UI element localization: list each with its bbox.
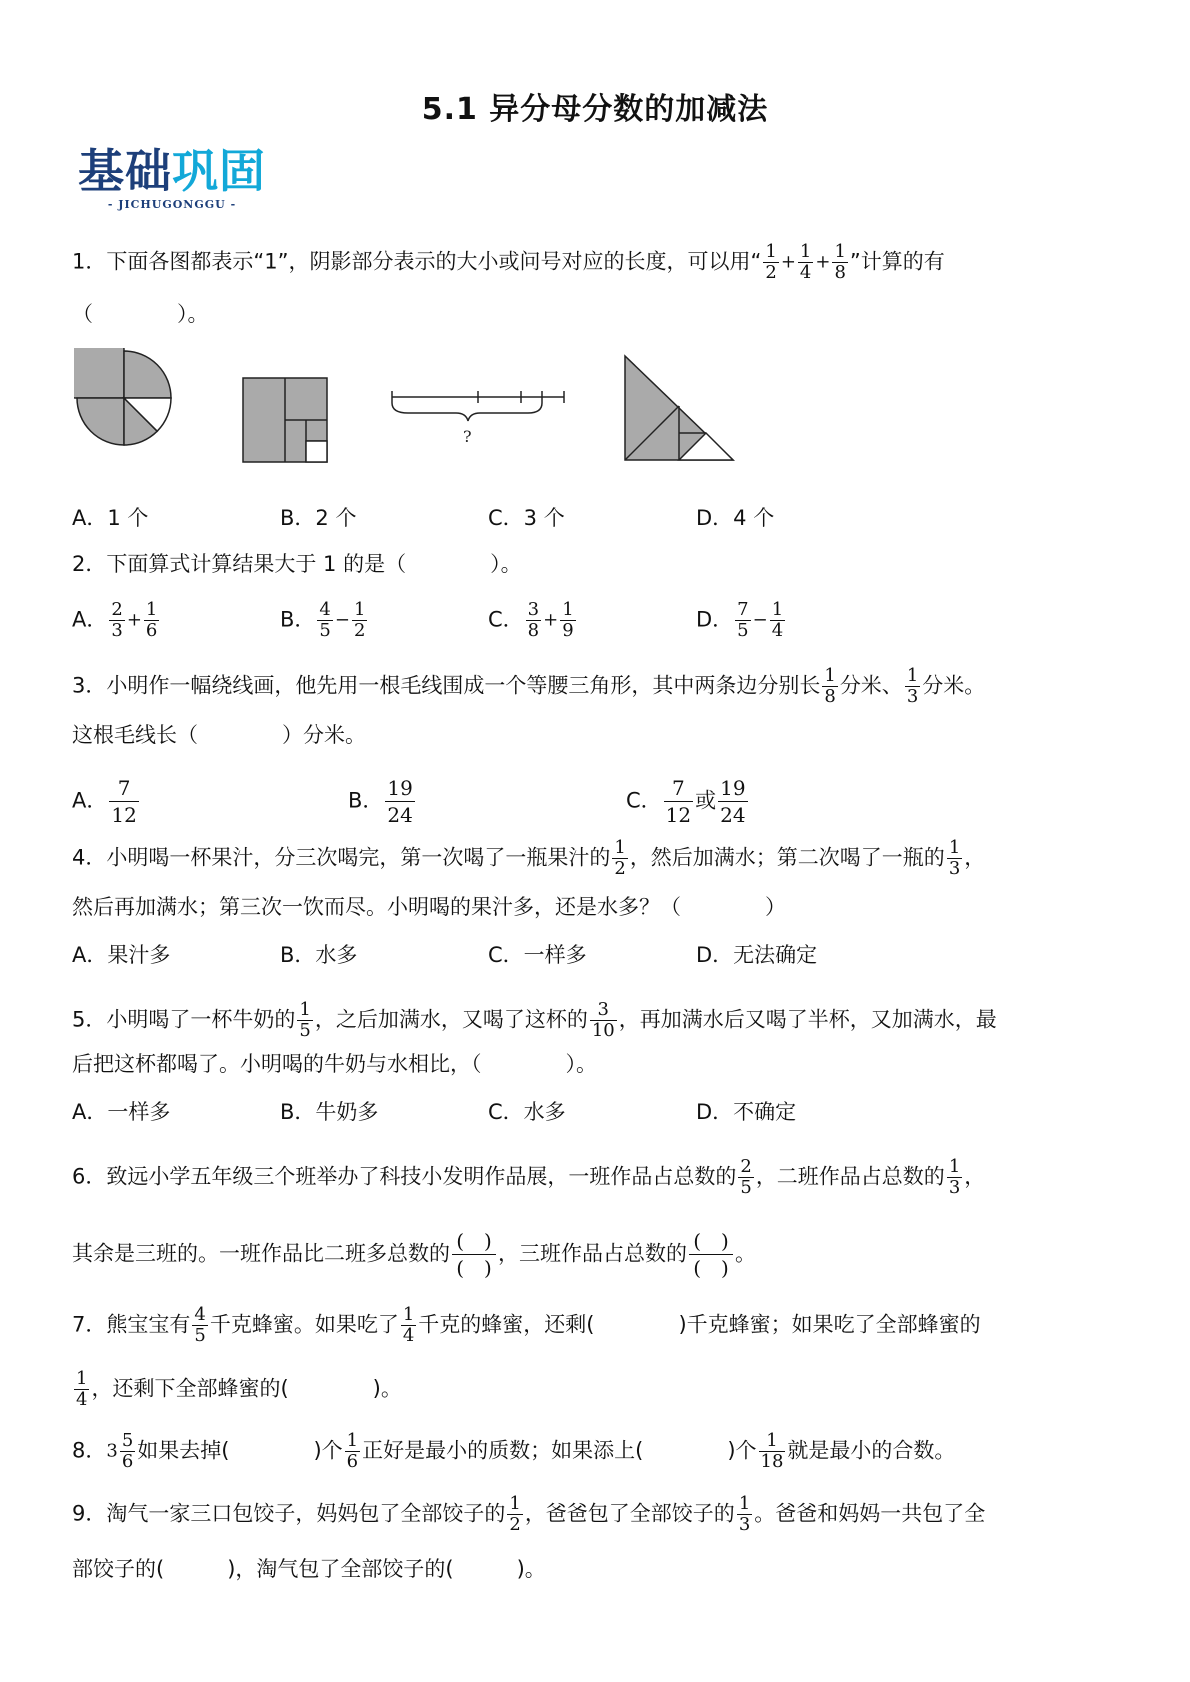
fraction: $\frac{1}{8}$ bbox=[834, 241, 846, 283]
q9-line2: 部饺子的( )，淘气包了全部饺子的( )。 bbox=[72, 1557, 546, 1581]
q7-line2: $\frac{1}{4}$ ，还剩下全部蜂蜜的( )。 bbox=[76, 1368, 402, 1410]
q5-option-d[interactable]: D．不确定 bbox=[696, 1100, 797, 1124]
q9-line1: 9．淘气一家三口包饺子，妈妈包了全部饺子的 $\frac{1}{2}$ ，爸爸包了全部饺子的 $\frac{1}{3}$ 。爸爸和妈妈一共包了全 bbox=[72, 1493, 986, 1535]
q2-option-b[interactable]: B． $\frac{4}{5}$ − $\frac{1}{2}$ bbox=[280, 599, 366, 641]
square-figure bbox=[241, 376, 329, 464]
q3-line1: 3．小明作一幅绕线画，他先用一根毛线围成一个等腰三角形，其中两条边分别长 $\frac{1}{8}$ 分米、 $\frac{1}{3}$ 分米。 bbox=[72, 665, 986, 707]
q1-option-b[interactable]: B．2 个 bbox=[280, 506, 357, 530]
q4-option-b[interactable]: B．水多 bbox=[280, 943, 358, 967]
q1-option-d[interactable]: D．4 个 bbox=[696, 506, 775, 530]
circle-figure bbox=[74, 348, 174, 448]
q5-line1: 5．小明喝了一杯牛奶的 $\frac{1}{5}$ ，之后加满水，又喝了这杯的 $\frac{3}{10}$ ，再加满水后又喝了半杯，又加满水，最 bbox=[72, 999, 997, 1041]
q2-option-c[interactable]: C． $\frac{3}{8}$ + $\frac{1}{9}$ bbox=[488, 599, 574, 641]
q4-option-d[interactable]: D．无法确定 bbox=[696, 943, 818, 967]
q1-blank[interactable]: （ ）。 bbox=[72, 302, 209, 326]
q4-option-c[interactable]: C．一样多 bbox=[488, 943, 587, 967]
q3-option-b[interactable]: B． $\frac{19}{24}$ bbox=[348, 776, 413, 827]
q3-option-a[interactable]: A． $\frac{7}{12}$ bbox=[72, 776, 137, 827]
fraction: $\frac{1}{2}$ bbox=[765, 241, 777, 283]
fraction: $\frac{1}{4}$ bbox=[799, 241, 812, 283]
q5-line2: 后把这杯都喝了。小明喝的牛奶与水相比，（ ）。 bbox=[72, 1052, 597, 1076]
q5-option-b[interactable]: B．牛奶多 bbox=[280, 1100, 379, 1124]
q5-option-a[interactable]: A．一样多 bbox=[72, 1100, 171, 1124]
page-title: 5.1 异分母分数的加减法 bbox=[421, 92, 769, 127]
q7-line1: 7．熊宝宝有 $\frac{4}{5}$ 千克蜂蜜。如果吃了 $\frac{1}{4}$ 千克的蜂蜜，还剩( )千克蜂蜜；如果吃了全部蜂蜜的 bbox=[72, 1304, 981, 1346]
logo-subtitle: - JICHUGONGGU - bbox=[107, 198, 237, 211]
q1-line1: 1．下面各图都表示“1”，阴影部分表示的大小或问号对应的长度，可以用“ $\frac{1}{2}$ + $\frac{1}{4}$ + $\frac{1}{8}$ ”计算的有 bbox=[72, 241, 945, 283]
q6-line1: 6．致远小学五年级三个班举办了科技小发明作品展，一班作品占总数的 $\frac{2}{5}$ ，二班作品占总数的 $\frac{1}{3}$ ， bbox=[72, 1156, 986, 1198]
answer-blank[interactable]: $\frac{( )}{( )}$ bbox=[452, 1228, 496, 1281]
triangle-figure bbox=[623, 354, 737, 464]
q1-option-c[interactable]: C．3 个 bbox=[488, 506, 565, 530]
q2-option-d[interactable]: D． $\frac{7}{5}$ − $\frac{1}{4}$ bbox=[696, 599, 784, 641]
q4-option-a[interactable]: A．果汁多 bbox=[72, 943, 171, 967]
q4-line1: 4．小明喝一杯果汁，分三次喝完，第一次喝了一瓶果汁的 $\frac{1}{2}$ ，然后加满水；第二次喝了一瓶的 $\frac{1}{3}$ ， bbox=[72, 837, 986, 879]
q6-line2: 其余是三班的。一班作品比二班多总数的 $\frac{( )}{( )}$ ，三班作品占总数的 $\frac{( )}{( )}$ 。 bbox=[72, 1229, 756, 1280]
q1-option-a[interactable]: A．1 个 bbox=[72, 506, 149, 530]
answer-blank[interactable]: $\frac{( )}{( )}$ bbox=[689, 1228, 733, 1281]
q5-option-c[interactable]: C．水多 bbox=[488, 1100, 566, 1124]
q8-line: 8．3 $\frac{5}{6}$ 如果去掉( )个 $\frac{1}{6}$ 正好是最小的质数；如果添上( )个 $\frac{1}{18}$ 就是最小的合数。 bbox=[72, 1430, 956, 1472]
q3-option-c[interactable]: C． $\frac{7}{12}$ 或 $\frac{19}{24}$ bbox=[626, 776, 746, 827]
q2-option-a[interactable]: A． $\frac{2}{3}$ + $\frac{1}{6}$ bbox=[72, 599, 158, 641]
logo-text: 基础巩固 bbox=[78, 144, 266, 198]
question-mark: ? bbox=[463, 427, 472, 446]
q2-text: 2．下面算式计算结果大于 1 的是（ ）。 bbox=[72, 552, 522, 576]
q3-line2: 这根毛线长（ ）分米。 bbox=[72, 723, 366, 747]
line-segment-figure bbox=[388, 385, 568, 455]
q4-line2: 然后再加满水；第三次一饮而尽。小明喝的果汁多，还是水多？（ ） bbox=[72, 895, 786, 919]
section-logo bbox=[78, 146, 266, 211]
